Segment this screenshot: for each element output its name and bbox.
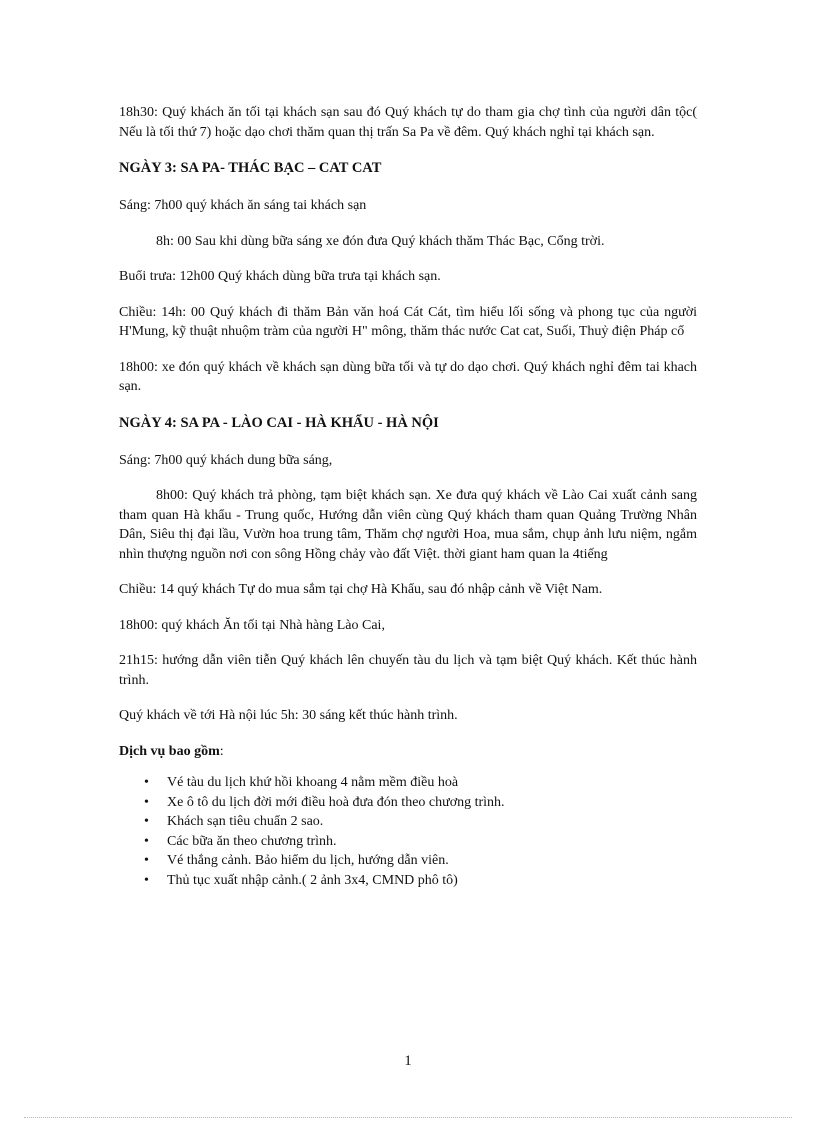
paragraph-morning-day4: Sáng: 7h00 quý khách dung bữa sáng, [119,452,333,468]
paragraph-1830: 18h30: Quý khách ăn tối tại khách sạn sau đó Quý khách tự do tham gia chợ tình của người dân tộc( Nếu là tối thứ 7) hoặc dạo chơi thăm quan thị trấn Sa Pa về đêm. Quý khách nghỉ tại khách sạn. [119,105,697,140]
paragraph-8h-day3: 8h: 00 Sau khi dùng bữa sáng xe đón đưa Quý khách thăm Thác Bạc, Cổng trời. [156,233,605,249]
paragraph-2115-day4: 21h15: hướng dẫn viên tiễn Quý khách lên chuyến tàu du lịch và tạm biệt Quý khách. Kết thúc hành trình. [119,653,697,688]
paragraph-dinner-day4: 18h00: quý khách Ăn tối tại Nhà hàng Lào Cai, [119,617,385,633]
document-body [119,103,697,890]
paragraph-8h-day4: 8h00: Quý khách trả phòng, tạm biệt khách sạn. Xe đưa quý khách về Lào Cai xuất cảnh sang tham quan Hà khẩu - Trung quốc, Hướng dẫn viên cùng Quý khách tham quan Quảng Trường Nhân Dân, Siêu thị đại lầu, Vườn hoa trung tâm, Thăm chợ người Hoa, mua sắm, chụp ảnh lưu niệm, ngắm nhìn thượng nguồn nơi con sông Hồng chảy vào đất Việt. thời giant ham quan la 4tiếng [119,488,697,562]
paragraph-evening-day3: 18h00: xe đón quý khách về khách sạn dùng bữa tối và tự do dạo chơi. Quý khách nghỉ đêm tai khach sạn. [119,359,697,394]
services-heading-label: Dịch vụ bao gồm [119,743,220,759]
services-heading-colon: : [219,743,224,759]
services-list-item: • Vé tàu du lịch khứ hồi khoang 4 nằm mềm điều hoà [167,773,697,793]
paragraph-noon-day3: Buổi trưa: 12h00 Quý khách dùng bữa trưa tại khách sạn. [119,269,441,284]
services-list-item: • Các bữa ăn theo chương trình. [167,832,697,852]
services-list-item: • Khách sạn tiêu chuẩn 2 sao. [167,812,697,832]
services-list-item: • Thủ tục xuất nhập cảnh.( 2 ảnh 3x4, CMND phô tô) [167,871,697,891]
day3-heading: NGÀY 3: SA PA- THÁC BẠC – CAT CAT [119,160,382,176]
paragraph-afternoon-day3: Chiều: 14h: 00 Quý khách đi thăm Bản văn hoá Cát Cát, tìm hiểu lối sống và phong tục của người H'Mung, kỹ thuật nhuộm tràm của người H" mông, thăm thác nước Cat cat, Suối, Thuỷ điện Pháp cổ [119,304,697,339]
page-bottom-divider [24,1117,792,1118]
day4-heading: NGÀY 4: SA PA - LÀO CAI - HÀ KHẨU - HÀ NỘI [119,414,439,431]
services-list-item: • Vé thắng cảnh. Bảo hiểm du lịch, hướng dẫn viên. [167,851,697,871]
services-heading [119,742,697,762]
services-list-item: • Xe ô tô du lịch đời mới điều hoà đưa đón theo chương trình. [167,793,697,813]
paragraph-arrival: Quý khách về tới Hà nội lúc 5h: 30 sáng kết thúc hành trình. [119,708,458,723]
page-number: 1 [404,1053,412,1069]
paragraph-afternoon-day4: Chiều: 14 quý khách Tự do mua sắm tại chợ Hà Khẩu, sau đó nhập cảnh về Việt Nam. [119,582,603,597]
services-list [119,773,697,890]
paragraph-morning-day3: Sáng: 7h00 quý khách ăn sáng tai khách sạn [119,198,367,213]
